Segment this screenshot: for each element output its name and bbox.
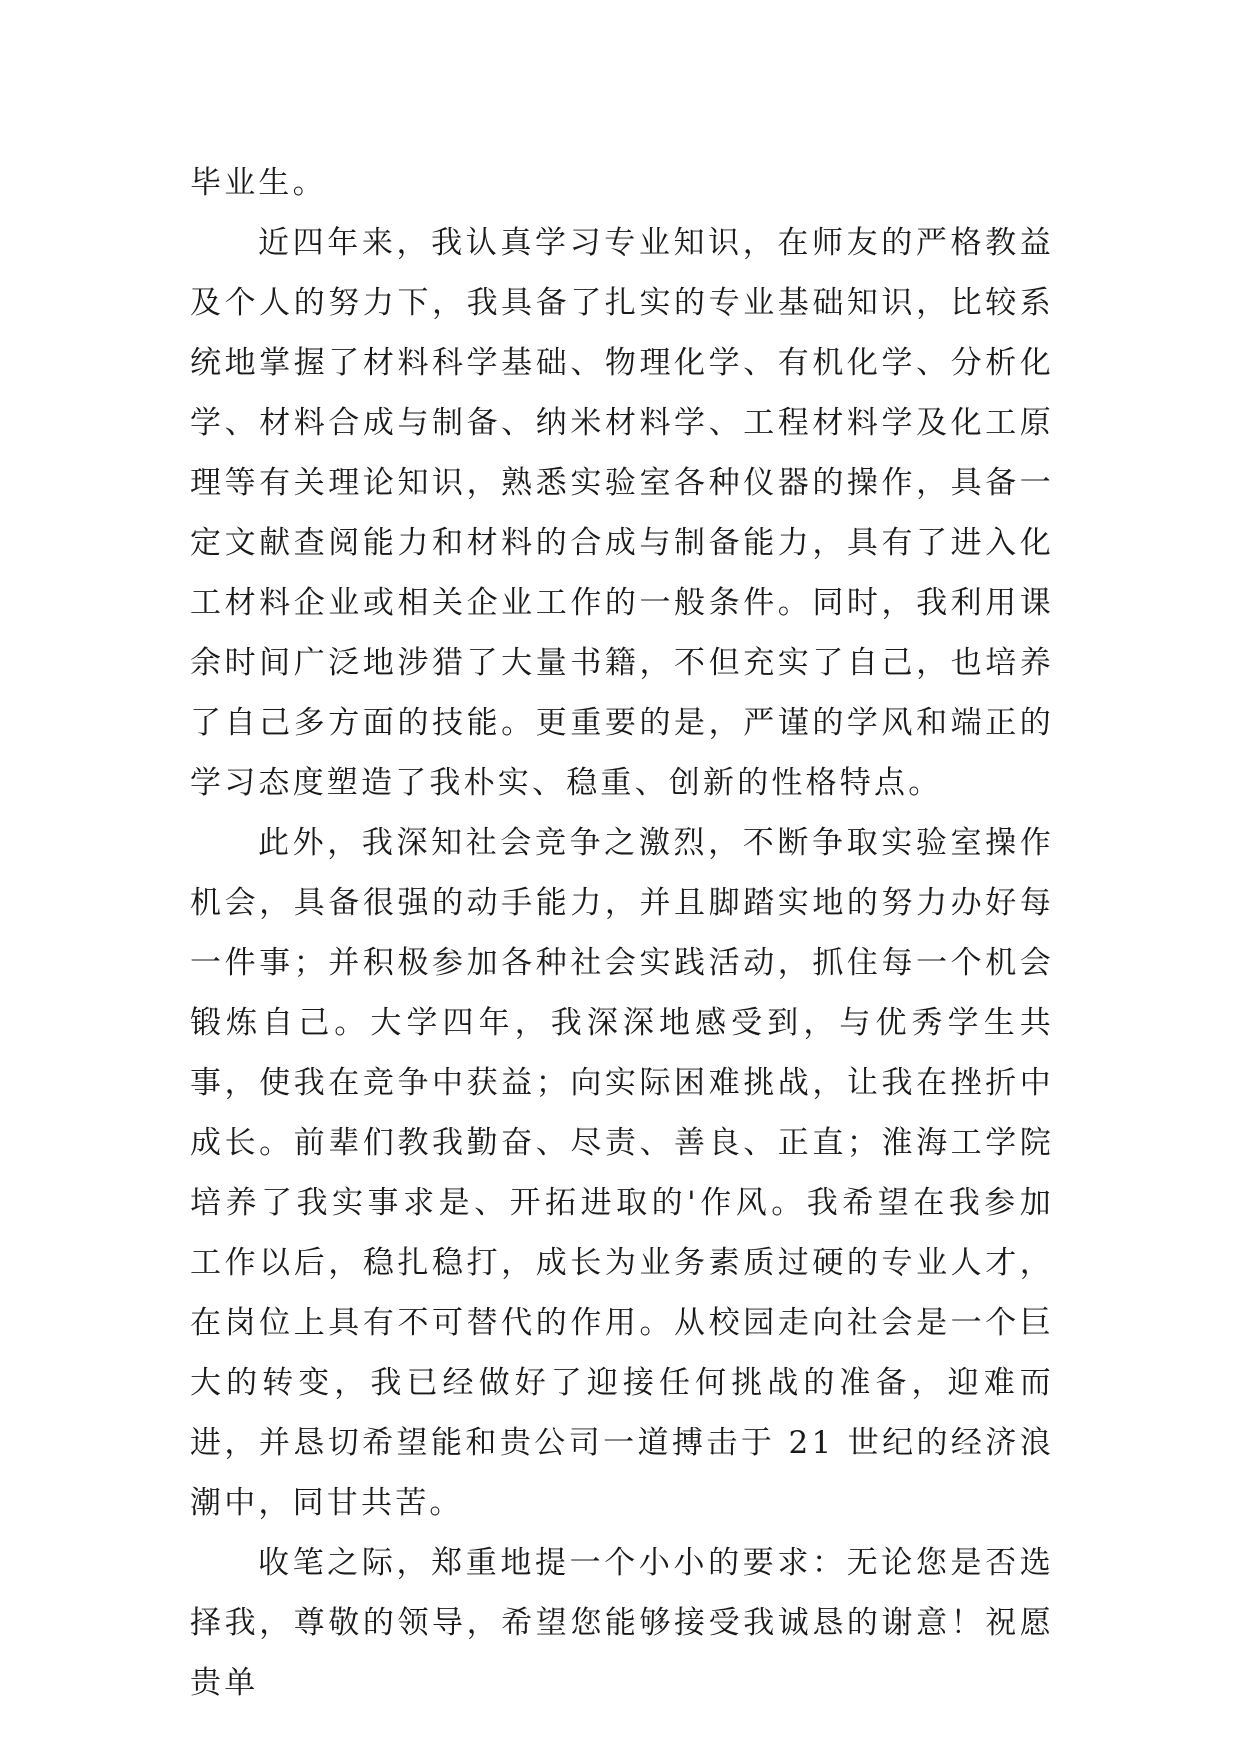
paragraph-practice: 此外，我深知社会竞争之激烈，不断争取实验室操作机会，具备很强的动手能力，并且脚踏实地的努力办好每一件事；并积极参加各种社会实践活动，抓住每一个机会锻炼自己。大学四年，我深深地感受到，与优秀学生共事，使我在竞争中获益；向实际困难挑战，让我在挫折中成长。前辈们教我勤奋、尽责、善良、正直；淮海工学院培养了我实事求是、开拓进取的'作风。我希望在我参加工作以后，稳扎稳打，成长为业务素质过硬的专业人才，在岗位上具有不可替代的作用。从校园走向社会是一个巨大的转变，我已经做好了迎接任何挑战的准备，迎难而进，并恳切希望能和贵公司一道搏击于 21 世纪的经济浪潮中，同甘共苦。 xyxy=(190,825,1054,1521)
paragraph-closing: 收笔之际，郑重地提一个小小的要求：无论您是否选择我，尊敬的领导，希望您能够接受我诚恳的谢意！祝愿贵单 xyxy=(190,1545,1054,1701)
body-text xyxy=(190,153,1054,1713)
paragraph-continuation: 毕业生。 xyxy=(190,165,327,201)
paragraph-study: 近四年来，我认真学习专业知识，在师友的严格教益及个人的努力下，我具备了扎实的专业基础知识，比较系统地掌握了材料科学基础、物理化学、有机化学、分析化学、材料合成与制备、纳米材料学、工程材料学及化工原理等有关理论知识，熟悉实验室各种仪器的操作，具备一定文献查阅能力和材料的合成与制备能力，具有了进入化工材料企业或相关企业工作的一般条件。同时，我利用课余时间广泛地涉猎了大量书籍，不但充实了自己，也培养了自己多方面的技能。更重要的是，严谨的学风和端正的学习态度塑造了我朴实、稳重、创新的性格特点。 xyxy=(190,225,1054,801)
